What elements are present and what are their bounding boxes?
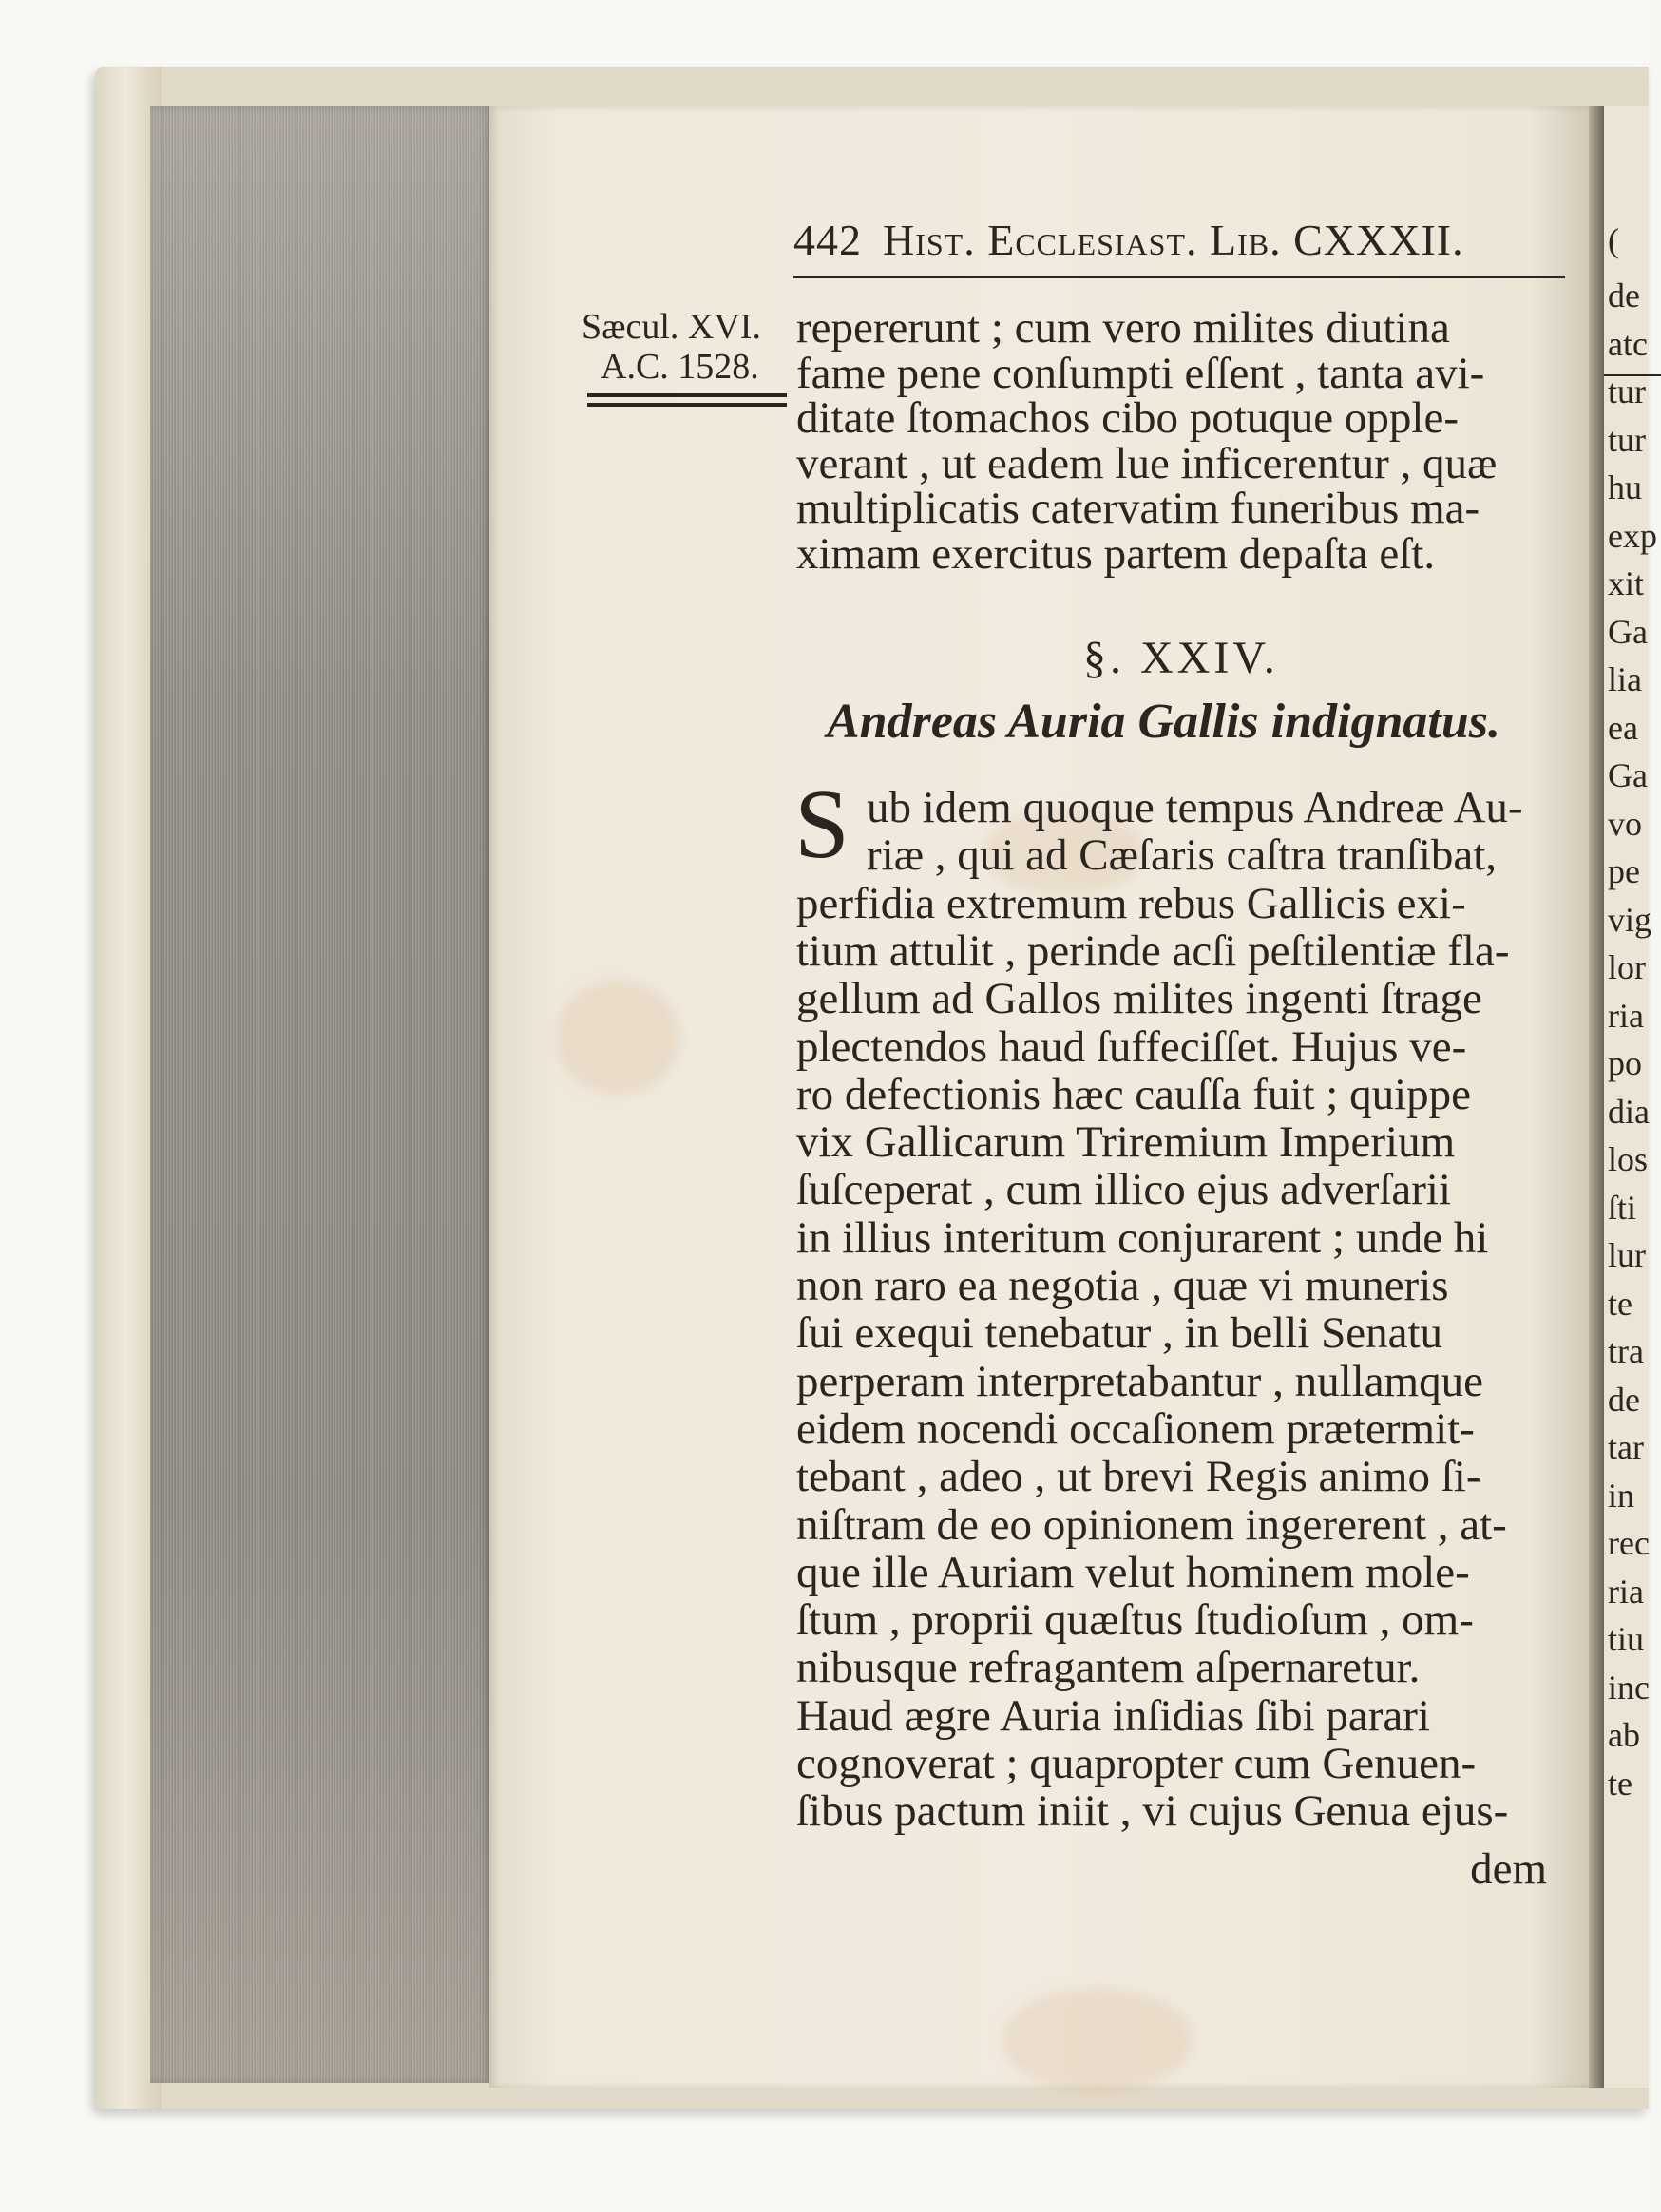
text-line: repererunt ; cum vero milites diutina bbox=[796, 303, 1450, 353]
text-line: in illius interitum conjurarent ; unde hi bbox=[796, 1212, 1489, 1263]
next-page-fragment: ria bbox=[1608, 1572, 1644, 1611]
next-page-fragment: te bbox=[1608, 1284, 1632, 1323]
next-page-fragment: rec bbox=[1608, 1524, 1650, 1562]
page-number: 442 bbox=[793, 216, 862, 264]
next-page-fragment: lor bbox=[1608, 948, 1646, 986]
text-line: gellum ad Gallos milites ingenti ſtrage bbox=[796, 974, 1482, 1024]
text-line: ſuſceperat , cum illico ejus adverſarii bbox=[796, 1165, 1452, 1215]
next-page-fragment: Ga bbox=[1608, 612, 1648, 651]
next-page-fragment: tur bbox=[1608, 420, 1646, 459]
next-page-fragment: in bbox=[1608, 1476, 1635, 1515]
margin-note-year: A.C. 1528. bbox=[601, 347, 759, 387]
text-line: ſibus pactum iniit , vi cujus Genua ejus- bbox=[796, 1786, 1509, 1837]
next-page-fragment: vo bbox=[1608, 804, 1642, 843]
text-line: eidem nocendi occaſionem prætermit- bbox=[796, 1403, 1475, 1454]
text-line: verant , ut eadem lue inficerentur , quæ bbox=[796, 438, 1498, 488]
text-line: tium attulit , perinde acſi peſtilentiæ fla- bbox=[796, 925, 1510, 976]
text-line: perfidia extremum rebus Gallicis exi- bbox=[796, 878, 1466, 928]
text-line: cognoverat ; quapropter cum Genuen- bbox=[796, 1739, 1477, 1788]
section-title: Andreas Auria Gallis indignatus. bbox=[827, 695, 1500, 749]
next-page-fragment: xit bbox=[1608, 564, 1645, 602]
next-page-fragment: hu bbox=[1608, 468, 1642, 506]
next-page-fragment: ea bbox=[1608, 708, 1638, 747]
text-line: ro defectionis hæc cauſſa fuit ; quippe bbox=[796, 1069, 1472, 1119]
next-page-fragment: los bbox=[1608, 1140, 1649, 1178]
next-page-fragment: dia bbox=[1608, 1092, 1650, 1131]
next-page-edge bbox=[1604, 106, 1657, 2088]
next-page-fragment: lia bbox=[1608, 660, 1642, 698]
gutter bbox=[1589, 106, 1604, 2088]
next-page-fragment: atc bbox=[1608, 324, 1648, 363]
foxing-stain bbox=[1002, 1988, 1193, 2092]
next-page-fragment: te bbox=[1608, 1764, 1632, 1802]
next-page-fragment: exp bbox=[1608, 516, 1657, 555]
running-head-title: Hist. Ecclesiast. Lib. CXXXII. bbox=[883, 216, 1464, 264]
next-page-fragment: pe bbox=[1608, 852, 1640, 890]
next-page-fragment: inc bbox=[1608, 1668, 1650, 1707]
next-page-fragment: lur bbox=[1608, 1236, 1646, 1274]
foxing-stain bbox=[556, 981, 679, 1095]
next-page-fragment: Ga bbox=[1608, 756, 1648, 794]
text-line: ſtum , proprii quæſtus ſtudioſum , om- bbox=[796, 1595, 1474, 1646]
text-line: vix Gallicarum Triremium Imperium bbox=[796, 1117, 1456, 1168]
next-page-fragment: po bbox=[1608, 1044, 1642, 1082]
text-line: perperam interpretabantur , nullamque bbox=[796, 1356, 1483, 1406]
next-page-fragment: tur bbox=[1608, 372, 1646, 410]
next-page-fragment: ( bbox=[1608, 221, 1619, 259]
catchword: dem bbox=[1470, 1844, 1547, 1894]
text-line: multiplicatis catervatim funeribus ma- bbox=[796, 484, 1480, 533]
text-line: fame pene conſumpti eſſent , tanta avi- bbox=[796, 348, 1485, 398]
text-line: que ille Auriam velut hominem mole- bbox=[796, 1547, 1470, 1597]
drop-cap: S bbox=[794, 770, 850, 879]
text-line: niſtram de eo opinionem ingererent , at- bbox=[796, 1499, 1507, 1550]
text-line: ſui exequi tenebatur , in belli Senatu bbox=[796, 1308, 1443, 1359]
section-number: §. XXIV. bbox=[1083, 633, 1279, 683]
next-page-fragment: ria bbox=[1608, 996, 1644, 1035]
next-page-fragment: tiu bbox=[1608, 1620, 1645, 1658]
text-line: tebant , adeo , ut brevi Regis animo ſi- bbox=[796, 1452, 1481, 1502]
text-line: nibusque refragantem aſpernaretur. bbox=[796, 1643, 1421, 1693]
next-page-fragment: de bbox=[1608, 1380, 1640, 1419]
text-line: plectendos haud ſuffeciſſet. Hujus ve- bbox=[796, 1021, 1467, 1072]
text-line: non raro ea negotia , quæ vi muneris bbox=[796, 1261, 1449, 1310]
page-edges-shade bbox=[150, 106, 492, 2083]
next-page-fragment: tra bbox=[1608, 1332, 1644, 1370]
text-line: ub idem quoque tempus Andreæ Au- bbox=[867, 783, 1523, 832]
next-page-fragment: tar bbox=[1608, 1428, 1644, 1466]
text-line: Haud ægre Auria inſidias ſibi parari bbox=[796, 1690, 1430, 1741]
running-head bbox=[793, 215, 1563, 265]
next-page-fragment: vig bbox=[1608, 900, 1652, 939]
text-line: ditate ſtomachos cibo potuque opple- bbox=[796, 393, 1459, 443]
next-page-fragment: ab bbox=[1608, 1716, 1640, 1754]
text-line: riæ , qui ad Cæſaris caſtra tranſibat, bbox=[867, 830, 1498, 881]
margin-rule bbox=[587, 403, 787, 407]
margin-note-century: Sæcul. XVI. bbox=[582, 307, 761, 347]
margin-rule bbox=[587, 393, 787, 397]
header-rule bbox=[793, 276, 1565, 278]
text-line: ximam exercitus partem depaſta eſt. bbox=[796, 528, 1436, 579]
next-page-fragment: de bbox=[1608, 276, 1640, 315]
next-page-fragment: ſti bbox=[1608, 1188, 1637, 1227]
